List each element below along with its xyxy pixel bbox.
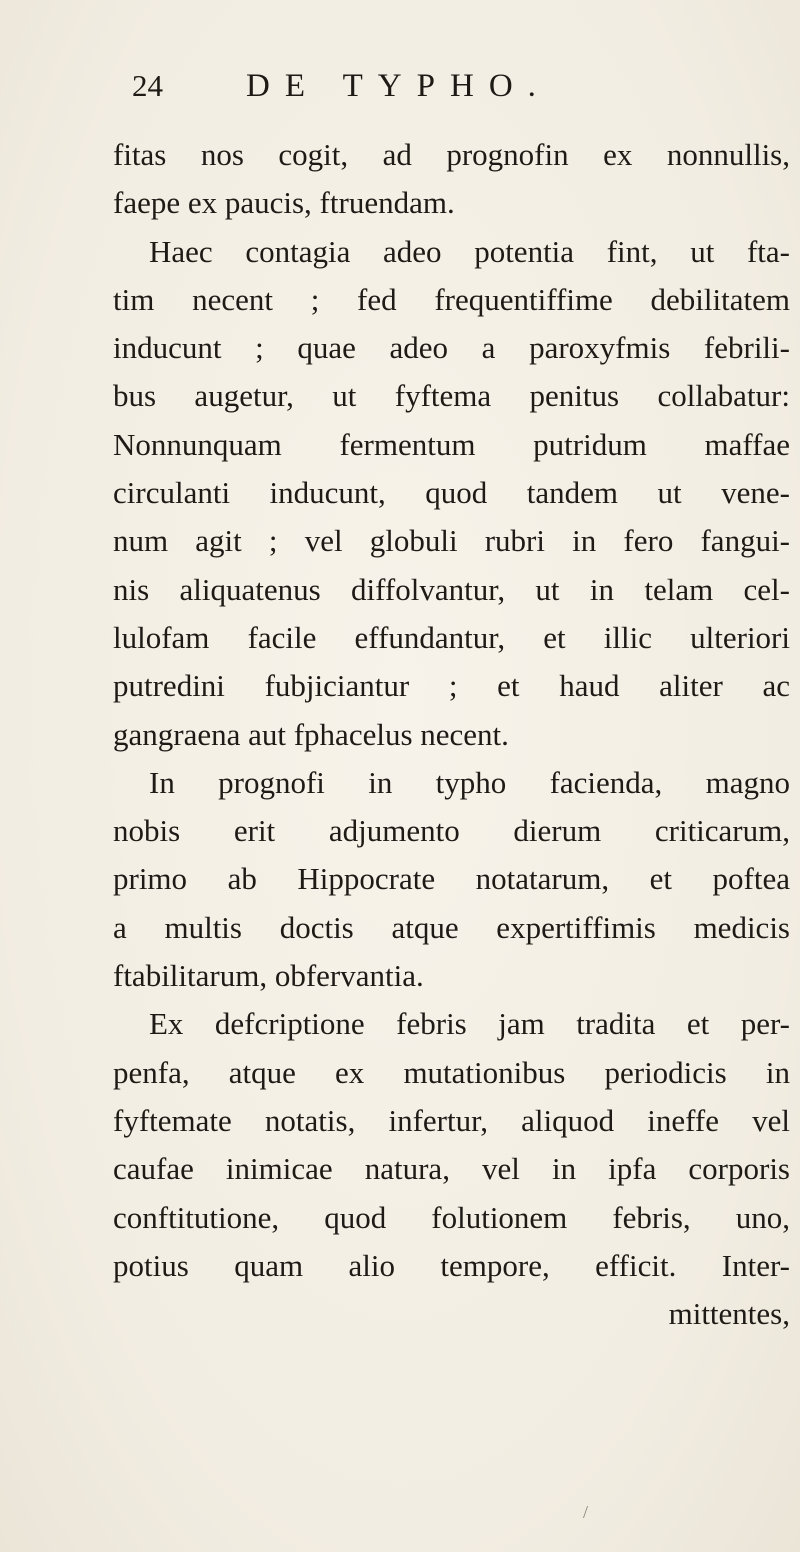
text-line: Nonnunquam fermentum putridum maffae xyxy=(113,426,790,462)
text-line: conftitutione, quod folutionem febris, uno, xyxy=(113,1199,790,1235)
page-number: 24 xyxy=(132,68,163,103)
text-line: inducunt ; quae adeo a paroxyfmis febrili- xyxy=(113,330,790,366)
text-line: a multis doctis atque expertiffimis medicis xyxy=(113,909,790,945)
text-line: penfa, atque ex mutationibus periodicis in xyxy=(113,1054,790,1090)
text-line: gangraena aut fphacelus necent. xyxy=(113,716,509,752)
paragraph-start-line: In prognofi in typho facienda, magno xyxy=(149,764,790,800)
text-line: bus augetur, ut fyftema penitus collabatur: xyxy=(113,378,790,414)
paragraph-start-line: Haec contagia adeo potentia fint, ut fta- xyxy=(149,233,790,269)
text-line: primo ab Hippocrate notatarum, et poftea xyxy=(113,861,790,897)
text-line: ftabilitarum, obfervantia. xyxy=(113,958,424,994)
page-mark: / xyxy=(583,1502,589,1522)
page-header xyxy=(132,64,732,108)
text-line: caufae inimicae natura, vel in ipfa corporis xyxy=(113,1151,790,1187)
text-line: fitas nos cogit, ad prognofin ex nonnullis, xyxy=(113,137,790,172)
text-line: faepe ex paucis, ftruendam. xyxy=(113,185,455,221)
text-line: lulofam facile effundantur, et illic ulteriori xyxy=(113,619,790,655)
text-line: num agit ; vel globuli rubri in fero fangui- xyxy=(113,523,790,559)
body-text xyxy=(113,131,790,1338)
text-line: putredini fubjiciantur ; et haud aliter ac xyxy=(113,668,790,704)
text-line: tim necent ; fed frequentiffime debilitatem xyxy=(113,281,790,317)
text-line: circulanti inducunt, quod tandem ut vene- xyxy=(113,475,790,511)
text-line: fyftemate notatis, infertur, aliquod ineffe vel xyxy=(113,1102,790,1138)
paragraph-start-line: Ex defcriptione febris jam tradita et per- xyxy=(149,1006,790,1042)
text-line: nis aliquatenus diffolvantur, ut in telam cel- xyxy=(113,571,790,607)
text-line: potius quam alio tempore, efficit. Inter- xyxy=(113,1247,790,1283)
running-head: DE TYPHO. xyxy=(246,68,551,104)
text-line: nobis erit adjumento dierum criticarum, xyxy=(113,813,790,849)
catchword: mittentes, xyxy=(668,1296,790,1332)
